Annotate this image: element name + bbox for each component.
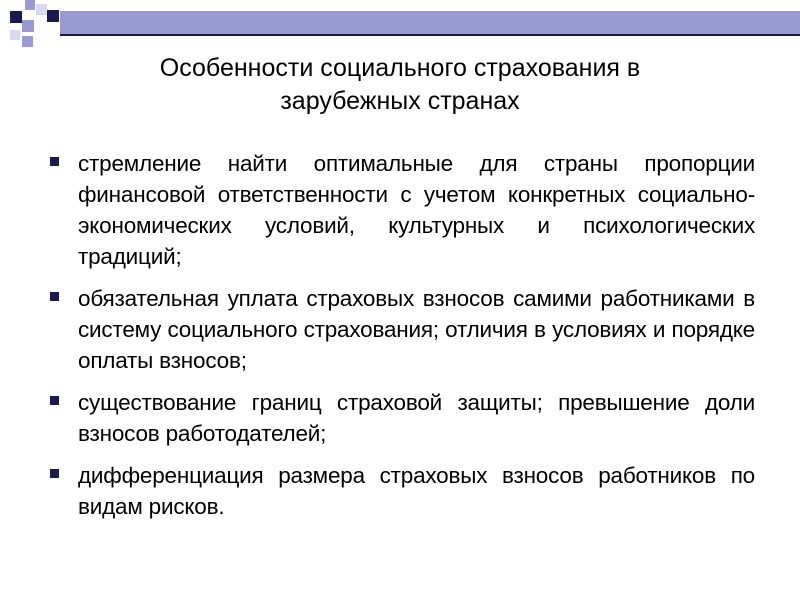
bullet-list — [48, 148, 755, 533]
deco-square-pale-1 — [36, 4, 47, 15]
bullet-text-2: обязательная уплата страховых взносов самими работниками в систему социального страхования; отличия в условиях и порядке оплаты взносов; — [78, 286, 755, 373]
slide-title-line-2: зарубежных странах — [280, 87, 520, 115]
bullet-item-1 — [48, 148, 755, 272]
deco-square-navy-1 — [10, 11, 22, 23]
square-bullet-icon — [50, 292, 59, 301]
deco-header-bar — [60, 11, 800, 34]
bullet-text-1: стремление найти оптимальные для страны пропорции финансовой ответственности с учетом конкретных социально-экономических условий, культурных и психологических традиций; — [78, 151, 755, 269]
deco-square-pale-2 — [10, 30, 20, 40]
slide-title-line-1: Особенности социального страхования в — [159, 54, 641, 82]
deco-square-lavender-3 — [22, 36, 33, 47]
square-bullet-icon — [50, 157, 59, 166]
deco-header-line — [60, 34, 800, 36]
bullet-item-4 — [48, 460, 755, 522]
slide-title — [60, 52, 740, 118]
square-bullet-icon — [50, 396, 59, 405]
deco-square-lavender-1 — [25, 0, 35, 10]
deco-square-navy-2 — [47, 10, 59, 22]
bullet-item-2 — [48, 283, 755, 376]
deco-square-lavender-2 — [22, 20, 34, 32]
header-decoration — [0, 0, 800, 50]
bullet-item-3 — [48, 387, 755, 449]
square-bullet-icon — [50, 469, 59, 478]
bullet-text-3: существование границ страховой защиты; превышение доли взносов работодателей; — [78, 390, 755, 446]
bullet-text-4: дифференциация размера страховых взносов работников по видам рисков. — [78, 463, 755, 519]
